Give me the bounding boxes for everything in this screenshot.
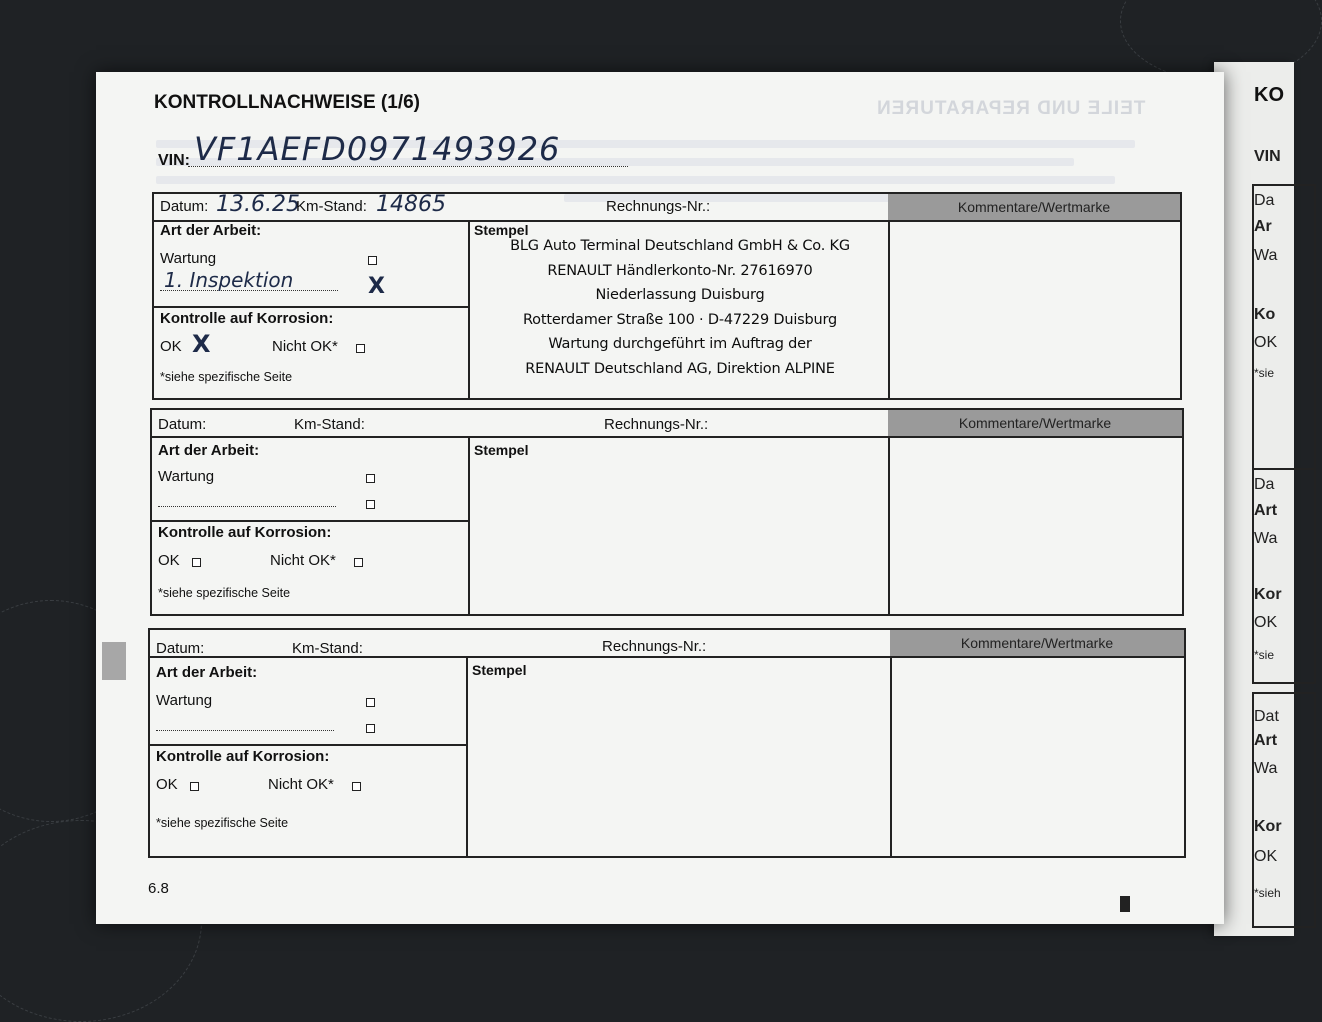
mirrored-heading: TEILE UND REPARATUREN: [876, 98, 1146, 119]
next-page-title: KO: [1254, 84, 1284, 106]
divider: [888, 220, 890, 398]
ok-label: OK: [160, 338, 182, 355]
next-page-fragment: Wa: [1254, 760, 1278, 777]
next-page-fragment: OK: [1254, 848, 1278, 865]
next-page-fragment: Wa: [1254, 530, 1278, 547]
service-entry-3: [148, 628, 1186, 858]
next-page-fragment: Da: [1254, 192, 1275, 209]
maintenance-checkbox[interactable]: [366, 698, 375, 707]
comments-label: Kommentare/Wertmarke: [957, 199, 1111, 215]
divider: [468, 436, 470, 614]
next-page-fragment: Art: [1254, 732, 1278, 749]
next-page-fragment: OK: [1254, 334, 1278, 351]
comments-header: [888, 410, 1182, 436]
service-entry-2: [150, 408, 1184, 616]
ok-checkbox[interactable]: [192, 558, 201, 567]
ok-label: OK: [156, 776, 178, 793]
next-page-fragment: Art: [1254, 502, 1278, 519]
next-page-vin: VIN: [1254, 148, 1281, 165]
dealer-stamp: [472, 234, 888, 381]
stamp-line: Rotterdamer Straße 100 · D-47229 Duisburg: [522, 311, 838, 328]
divider: [154, 306, 468, 308]
page-number: 6.8: [148, 880, 169, 897]
invoice-label: Rechnungs-Nr.:: [602, 638, 707, 655]
date-label: Datum:: [160, 198, 209, 215]
corrosion-label: Kontrolle auf Korrosion:: [156, 748, 330, 765]
stamp-line: RENAULT Deutschland AG, Direktion ALPINE: [525, 360, 835, 377]
extra-work-line: [156, 730, 334, 731]
next-page-fragment: *sie: [1254, 648, 1275, 662]
ok-checkbox[interactable]: [190, 782, 199, 791]
work-type-label: Art der Arbeit:: [158, 442, 260, 459]
stamp-line: Niederlassung Duisburg: [595, 287, 765, 303]
footnote: *siehe spezifische Seite: [156, 816, 289, 830]
not-ok-label: Nicht OK*: [270, 552, 336, 569]
footnote: *siehe spezifische Seite: [158, 586, 291, 600]
next-page-fragment: Kor: [1254, 586, 1282, 603]
comments-header: [888, 194, 1180, 220]
not-ok-checkbox[interactable]: [352, 782, 361, 791]
next-page-fragment: Dat: [1254, 708, 1279, 725]
next-page-fragment: *sieh: [1254, 886, 1281, 900]
corner-mark: [1120, 896, 1130, 912]
next-page-fragment: Ar: [1254, 218, 1272, 235]
side-tab-marker: [102, 642, 126, 680]
not-ok-label: Nicht OK*: [268, 776, 334, 793]
comments-label: Kommentare/Wertmarke: [958, 415, 1112, 431]
invoice-label: Rechnungs-Nr.:: [604, 416, 709, 433]
work-type-label: Art der Arbeit:: [160, 222, 262, 239]
ok-label: OK: [158, 552, 180, 569]
km-label: Km-Stand:: [296, 198, 367, 215]
next-page: [1214, 62, 1294, 936]
maintenance-label: Wartung: [160, 250, 217, 267]
next-page-fragment: Ko: [1254, 306, 1276, 323]
divider: [466, 656, 468, 856]
divider: [468, 220, 470, 398]
divider: [888, 436, 890, 614]
maintenance-checkbox[interactable]: [366, 474, 375, 483]
divider: [890, 656, 892, 856]
maintenance-label: Wartung: [158, 468, 215, 485]
comments-label: Kommentare/Wertmarke: [960, 635, 1114, 651]
km-label: Km-Stand:: [292, 640, 363, 657]
km-value[interactable]: 14865: [376, 192, 446, 217]
not-ok-checkbox[interactable]: [354, 558, 363, 567]
date-value[interactable]: 13.6.25: [216, 192, 300, 217]
extra-work-mark[interactable]: X: [368, 274, 385, 299]
service-booklet-page: [96, 72, 1224, 924]
km-label: Km-Stand:: [294, 416, 365, 433]
stamp-line: Wartung durchgeführt im Auftrag der: [548, 336, 812, 352]
date-label: Datum:: [156, 640, 205, 657]
next-page-fragment: *sie: [1254, 366, 1275, 380]
not-ok-label: Nicht OK*: [272, 338, 338, 355]
ok-mark[interactable]: X: [192, 330, 211, 358]
stamp-label: Stempel: [472, 662, 527, 678]
stamp-line: RENAULT Händlerkonto-Nr. 27616970: [547, 262, 813, 279]
extra-work-checkbox[interactable]: [366, 724, 375, 733]
vin-value[interactable]: VF1AEFD0971493926: [194, 130, 561, 168]
divider: [152, 520, 468, 522]
vin-label: VIN:: [158, 152, 190, 169]
extra-work-checkbox[interactable]: [366, 500, 375, 509]
stamp-label: Stempel: [474, 442, 529, 458]
invoice-label: Rechnungs-Nr.:: [606, 198, 711, 215]
footnote: *siehe spezifische Seite: [160, 370, 293, 384]
date-label: Datum:: [158, 416, 207, 433]
next-page-fragment: OK: [1254, 614, 1278, 631]
stamp-line: BLG Auto Terminal Deutschland GmbH & Co. KG: [510, 238, 850, 254]
extra-work-line: [158, 506, 336, 507]
work-type-label: Art der Arbeit:: [156, 664, 258, 681]
next-page-fragment: Wa: [1254, 247, 1278, 264]
not-ok-checkbox[interactable]: [356, 344, 365, 353]
maintenance-label: Wartung: [156, 692, 213, 709]
next-page-fragment: Da: [1254, 476, 1275, 493]
maintenance-checkbox[interactable]: [368, 256, 377, 265]
comments-header: [890, 630, 1184, 656]
corrosion-label: Kontrolle auf Korrosion:: [160, 310, 334, 327]
page-title: KONTROLLNACHWEISE (1/6): [154, 92, 420, 113]
corrosion-label: Kontrolle auf Korrosion:: [158, 524, 332, 541]
stamp-label: Stempel: [474, 222, 529, 238]
divider: [150, 744, 466, 746]
next-page-fragment: Kor: [1254, 818, 1282, 835]
extra-work-value[interactable]: 1. Inspektion: [164, 268, 294, 292]
